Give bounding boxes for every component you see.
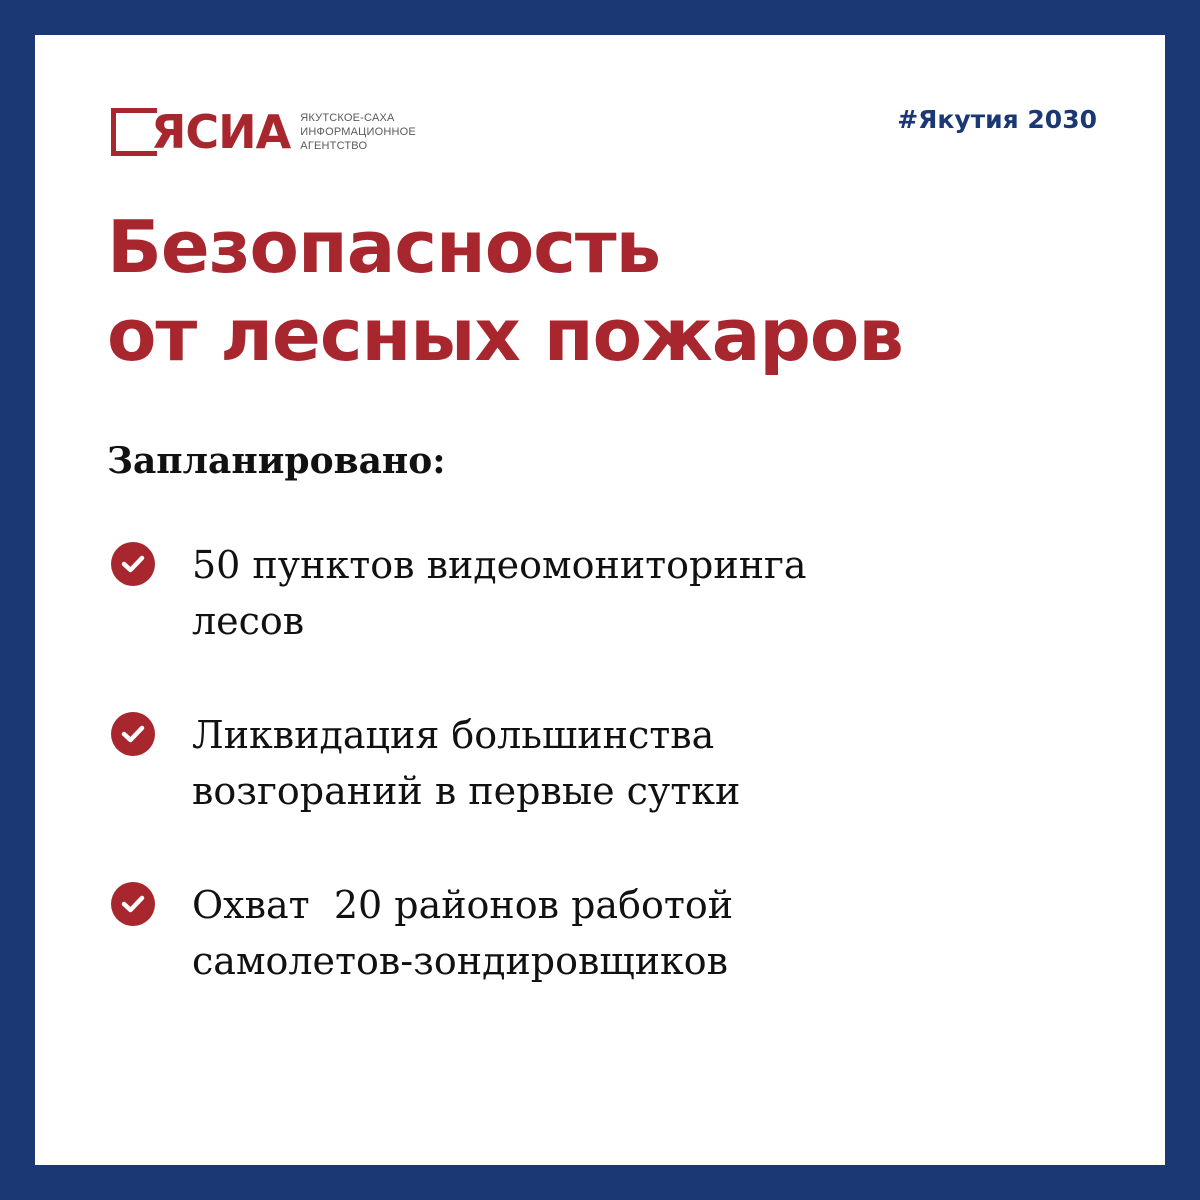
list-item-text xyxy=(192,877,952,989)
title-line-1: Безопасность xyxy=(107,205,661,289)
logo-mark: ЯСИА xyxy=(151,105,291,159)
list-item-line: самолетов-зондировщиков xyxy=(192,939,729,983)
list-item-line: возгораний в первые сутки xyxy=(192,769,741,813)
section-heading: Запланировано: xyxy=(107,440,446,482)
list-item-line: 50 пунктов видеомониторинга xyxy=(192,543,807,587)
logo-bracket xyxy=(111,108,157,156)
list-item-line: Охват 20 районов работой xyxy=(192,883,734,927)
logo-caption xyxy=(300,111,416,153)
logo-caption-line: АГЕНТСТВО xyxy=(300,140,368,152)
card xyxy=(35,35,1165,1165)
list-item-text xyxy=(192,707,952,819)
check-circle-icon xyxy=(111,542,155,586)
check-circle-icon xyxy=(111,882,155,926)
hashtag: #Якутия 2030 xyxy=(897,105,1097,134)
logo-caption-line: ИНФОРМАЦИОННОЕ xyxy=(300,126,416,138)
list-item-line: лесов xyxy=(192,599,305,643)
list-item-line: Ликвидация большинства xyxy=(192,713,715,757)
page-title xyxy=(107,203,903,379)
logo-caption-line: ЯКУТСКОЕ-САХА xyxy=(300,112,395,124)
list-item-text xyxy=(192,537,952,649)
check-circle-icon xyxy=(111,712,155,756)
logo xyxy=(111,107,416,157)
title-line-2: от лесных пожаров xyxy=(107,293,903,377)
